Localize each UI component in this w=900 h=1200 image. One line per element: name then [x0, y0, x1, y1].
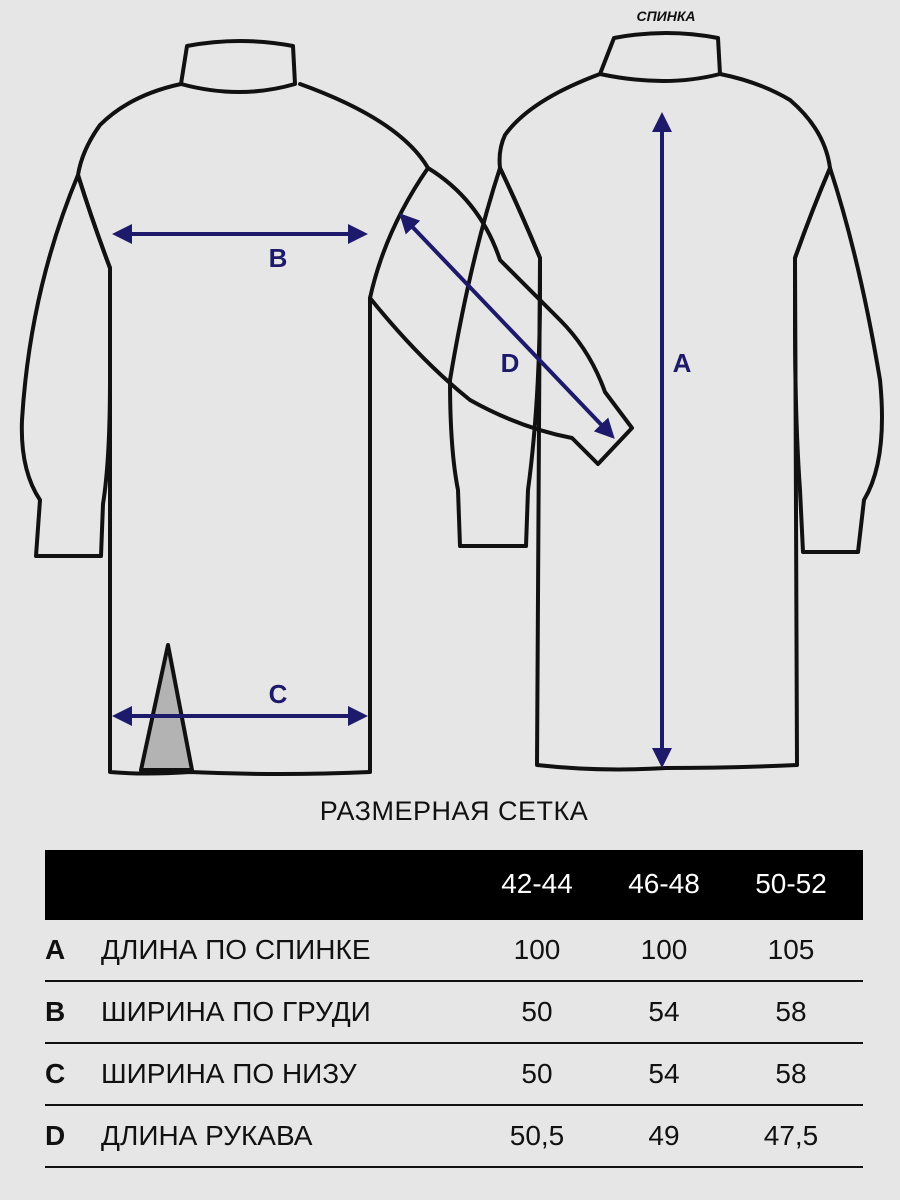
back-view-label: СПИНКА — [636, 8, 696, 24]
table-row — [45, 920, 863, 982]
row-code: C — [45, 1058, 66, 1089]
row-code: A — [45, 934, 66, 965]
row-value: 47,5 — [763, 1120, 819, 1151]
header-size-1: 42-44 — [501, 868, 573, 899]
row-code: D — [45, 1120, 66, 1151]
front-body — [78, 84, 428, 774]
dimension-C-label: C — [268, 679, 288, 709]
row-value: 105 — [767, 934, 815, 965]
dimension-B — [116, 234, 364, 273]
row-value: 50 — [521, 996, 553, 1027]
size-table — [45, 850, 863, 1168]
row-value: 50,5 — [509, 1120, 565, 1151]
back-view — [450, 8, 882, 769]
front-right-sleeve — [370, 168, 632, 464]
table-row — [45, 1044, 863, 1106]
row-value: 54 — [648, 1058, 680, 1089]
dimension-A-label: A — [672, 348, 692, 378]
header-size-2: 46-48 — [628, 868, 700, 899]
row-code: B — [45, 996, 66, 1027]
dimension-A — [662, 116, 692, 764]
row-value: 54 — [648, 996, 680, 1027]
size-chart-title: РАЗМЕРНАЯ СЕТКА — [319, 796, 589, 826]
row-value: 50 — [521, 1058, 553, 1089]
row-value: 49 — [648, 1120, 680, 1151]
back-body — [500, 74, 830, 769]
row-parameter: ШИРИНА ПО НИЗУ — [101, 1058, 357, 1089]
row-parameter: ДЛИНА ПО СПИНКЕ — [101, 934, 371, 965]
front-slit — [141, 645, 192, 770]
dimension-B-label: B — [268, 243, 288, 273]
back-collar — [600, 33, 720, 81]
row-value: 100 — [513, 934, 561, 965]
dimension-D — [402, 216, 612, 436]
table-row — [45, 982, 863, 1044]
row-parameter: ШИРИНА ПО ГРУДИ — [101, 996, 371, 1027]
row-value: 100 — [640, 934, 688, 965]
header-size-3: 50-52 — [755, 868, 827, 899]
table-row — [45, 1106, 863, 1168]
row-value: 58 — [775, 996, 807, 1027]
row-parameter: ДЛИНА РУКАВА — [101, 1120, 313, 1151]
table-header — [45, 850, 863, 920]
dimension-D-label: D — [500, 348, 520, 378]
front-collar — [181, 41, 295, 92]
row-value: 58 — [775, 1058, 807, 1089]
